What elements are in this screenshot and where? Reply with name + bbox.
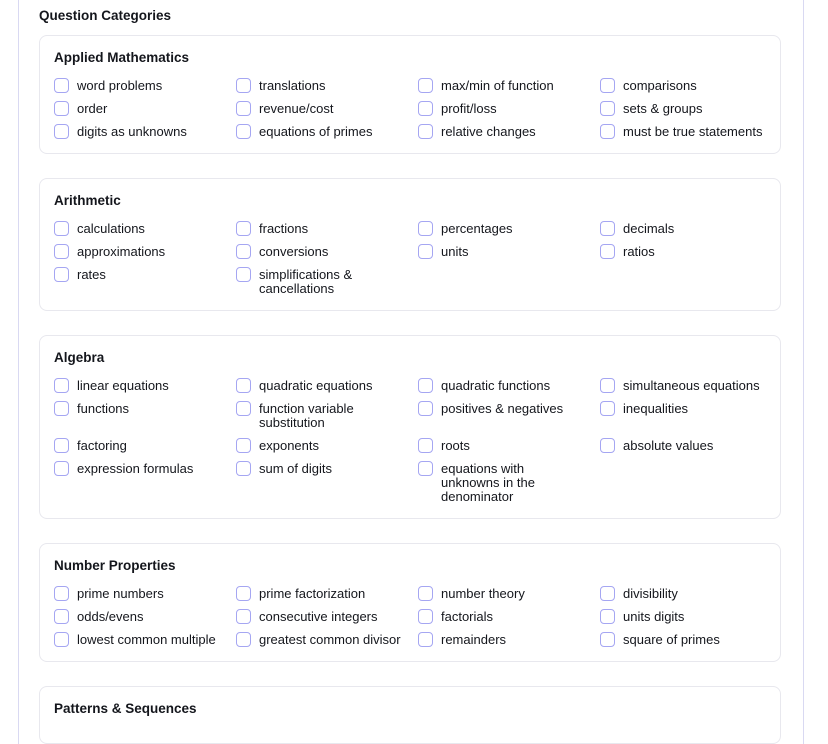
checkbox-label: simplifications & cancellations <box>259 267 353 296</box>
category-checkbox-item[interactable] <box>54 609 220 624</box>
checkbox[interactable] <box>600 221 615 236</box>
category-checkbox-item[interactable] <box>600 632 766 647</box>
checkbox[interactable] <box>600 78 615 93</box>
category-checkbox-item[interactable] <box>236 378 402 393</box>
category-checkbox-item[interactable] <box>54 401 220 416</box>
category-checkbox-item[interactable] <box>54 438 220 453</box>
section-title: Number Properties <box>54 558 176 573</box>
category-checkbox-item[interactable] <box>54 101 220 116</box>
checkbox-label: fractions <box>259 221 309 236</box>
category-checkbox-item[interactable] <box>54 632 220 647</box>
category-checkbox-item[interactable] <box>54 461 220 476</box>
checkbox[interactable] <box>54 267 69 282</box>
checkbox-label: equations of primes <box>259 124 373 139</box>
category-checkbox-item[interactable] <box>236 586 402 601</box>
checkbox-label: calculations <box>77 221 145 236</box>
checkbox-label: expression formulas <box>77 461 194 476</box>
section-title: Patterns & Sequences <box>54 701 197 716</box>
category-checkbox-item[interactable] <box>600 244 766 259</box>
category-checkbox-item[interactable] <box>418 609 584 624</box>
category-checkbox-item[interactable] <box>236 609 402 624</box>
section-title: Applied Mathematics <box>54 50 190 65</box>
checkbox-label: greatest common divisor <box>259 632 401 647</box>
checkbox-label: translations <box>259 78 326 93</box>
checkbox[interactable] <box>236 267 251 282</box>
category-checkbox-item[interactable] <box>600 438 766 453</box>
category-checkbox-item[interactable] <box>236 401 402 430</box>
checkbox-label: prime factorization <box>259 586 366 601</box>
checkbox[interactable] <box>600 401 615 416</box>
checkbox[interactable] <box>236 461 251 476</box>
checkbox[interactable] <box>236 124 251 139</box>
checkbox-label: number theory <box>441 586 525 601</box>
checkbox-label: prime numbers <box>77 586 164 601</box>
checkbox[interactable] <box>418 124 433 139</box>
page-title: Question Categories <box>39 8 172 23</box>
checkbox[interactable] <box>418 586 433 601</box>
checkbox[interactable] <box>54 124 69 139</box>
checkbox-label: percentages <box>441 221 513 236</box>
checkbox[interactable] <box>236 378 251 393</box>
category-section-card <box>39 686 781 744</box>
checkbox[interactable] <box>54 609 69 624</box>
category-checkbox-item[interactable] <box>418 101 584 116</box>
checkbox[interactable] <box>54 632 69 647</box>
checkbox-label: max/min of function <box>441 78 554 93</box>
checkbox-label: must be true statements <box>623 124 763 139</box>
checkbox-label: factoring <box>77 438 127 453</box>
category-checkbox-item[interactable] <box>236 221 402 236</box>
checkbox-label: square of primes <box>623 632 720 647</box>
checkbox-label: order <box>77 101 108 116</box>
category-checkbox-item[interactable] <box>418 401 584 416</box>
category-checkbox-item[interactable] <box>418 124 584 139</box>
checkbox-label: decimals <box>623 221 675 236</box>
category-checkbox-item[interactable] <box>236 78 402 93</box>
checkbox[interactable] <box>54 78 69 93</box>
category-checkbox-item[interactable] <box>418 438 584 453</box>
checkbox[interactable] <box>418 632 433 647</box>
checkbox[interactable] <box>54 438 69 453</box>
category-checkbox-item[interactable] <box>54 267 220 282</box>
category-checkbox-item[interactable] <box>600 609 766 624</box>
category-checkbox-item[interactable] <box>236 461 402 476</box>
category-checkbox-item[interactable] <box>418 221 584 236</box>
checkbox-label: simultaneous equations <box>623 378 760 393</box>
checkbox-label: conversions <box>259 244 329 259</box>
checkbox-label: revenue/cost <box>259 101 334 116</box>
section-items-grid <box>54 378 766 504</box>
category-checkbox-item[interactable] <box>236 124 402 139</box>
checkbox-label: ratios <box>623 244 655 259</box>
checkbox[interactable] <box>600 244 615 259</box>
category-checkbox-item[interactable] <box>418 632 584 647</box>
checkbox-label: function variable substitution <box>259 401 354 430</box>
checkbox[interactable] <box>600 101 615 116</box>
category-section-card <box>39 178 781 311</box>
checkbox[interactable] <box>236 632 251 647</box>
category-checkbox-item[interactable] <box>600 378 766 393</box>
category-checkbox-item[interactable] <box>418 586 584 601</box>
checkbox-label: sum of digits <box>259 461 332 476</box>
checkbox[interactable] <box>600 124 615 139</box>
checkbox[interactable] <box>418 221 433 236</box>
checkbox-label: inequalities <box>623 401 689 416</box>
checkbox[interactable] <box>54 221 69 236</box>
checkbox-label: factorials <box>441 609 494 624</box>
checkbox-label: units <box>441 244 469 259</box>
section-items-grid <box>54 221 766 296</box>
category-checkbox-item[interactable] <box>236 438 402 453</box>
category-checkbox-item[interactable] <box>236 632 402 647</box>
category-checkbox-item[interactable] <box>54 378 220 393</box>
category-checkbox-item[interactable] <box>236 101 402 116</box>
checkbox[interactable] <box>54 401 69 416</box>
category-checkbox-item[interactable] <box>418 461 584 504</box>
checkbox[interactable] <box>418 78 433 93</box>
category-checkbox-item[interactable] <box>236 244 402 259</box>
checkbox[interactable] <box>418 244 433 259</box>
checkbox-label: positives & negatives <box>441 401 564 416</box>
category-checkbox-item[interactable] <box>236 267 402 296</box>
checkbox[interactable] <box>54 586 69 601</box>
checkbox[interactable] <box>54 461 69 476</box>
checkbox[interactable] <box>418 438 433 453</box>
checkbox-label: comparisons <box>623 78 697 93</box>
checkbox[interactable] <box>600 609 615 624</box>
checkbox[interactable] <box>236 438 251 453</box>
checkbox-label: relative changes <box>441 124 536 139</box>
checkbox-label: consecutive integers <box>259 609 378 624</box>
checkbox[interactable] <box>236 78 251 93</box>
checkbox[interactable] <box>600 586 615 601</box>
checkbox[interactable] <box>236 244 251 259</box>
checkbox[interactable] <box>236 401 251 416</box>
checkbox[interactable] <box>236 101 251 116</box>
checkbox[interactable] <box>418 101 433 116</box>
category-section-card <box>39 35 781 154</box>
question-categories-panel <box>18 0 804 744</box>
checkbox[interactable] <box>418 401 433 416</box>
checkbox-label: sets & groups <box>623 101 703 116</box>
checkbox-label: quadratic equations <box>259 378 373 393</box>
checkbox[interactable] <box>54 244 69 259</box>
checkbox-label: digits as unknowns <box>77 124 187 139</box>
checkbox-label: lowest common multiple <box>77 632 216 647</box>
category-section-card <box>39 543 781 662</box>
checkbox-label: divisibility <box>623 586 678 601</box>
checkbox-label: approximations <box>77 244 166 259</box>
checkbox[interactable] <box>600 438 615 453</box>
checkbox-label: functions <box>77 401 130 416</box>
checkbox-label: absolute values <box>623 438 714 453</box>
category-checkbox-item[interactable] <box>54 124 220 139</box>
category-checkbox-item[interactable] <box>54 586 220 601</box>
checkbox-label: roots <box>441 438 470 453</box>
checkbox[interactable] <box>54 101 69 116</box>
category-checkbox-item[interactable] <box>418 78 584 93</box>
category-section-card <box>39 335 781 519</box>
checkbox[interactable] <box>418 378 433 393</box>
checkbox-label: profit/loss <box>441 101 497 116</box>
category-checkbox-item[interactable] <box>600 401 766 416</box>
category-checkbox-item[interactable] <box>600 78 766 93</box>
checkbox-label: rates <box>77 267 106 282</box>
section-items-grid <box>54 586 766 647</box>
checkbox-label: remainders <box>441 632 507 647</box>
category-checkbox-item[interactable] <box>54 244 220 259</box>
checkbox-label: word problems <box>77 78 163 93</box>
sections-container <box>39 35 781 744</box>
checkbox-label: quadratic functions <box>441 378 551 393</box>
checkbox[interactable] <box>418 461 433 476</box>
checkbox[interactable] <box>236 586 251 601</box>
checkbox[interactable] <box>418 609 433 624</box>
category-checkbox-item[interactable] <box>600 124 766 139</box>
category-checkbox-item[interactable] <box>54 221 220 236</box>
checkbox-label: units digits <box>623 609 685 624</box>
checkbox[interactable] <box>54 378 69 393</box>
checkbox[interactable] <box>236 221 251 236</box>
category-checkbox-item[interactable] <box>418 378 584 393</box>
section-items-grid <box>54 78 766 139</box>
category-checkbox-item[interactable] <box>600 221 766 236</box>
section-title: Algebra <box>54 350 105 365</box>
category-checkbox-item[interactable] <box>54 78 220 93</box>
category-checkbox-item[interactable] <box>418 244 584 259</box>
checkbox-label: exponents <box>259 438 319 453</box>
checkbox-label: odds/evens <box>77 609 144 624</box>
checkbox[interactable] <box>600 632 615 647</box>
category-checkbox-item[interactable] <box>600 586 766 601</box>
category-checkbox-item[interactable] <box>600 101 766 116</box>
checkbox-label: equations with unknowns in the denominator <box>441 461 535 504</box>
section-title: Arithmetic <box>54 193 121 208</box>
checkbox-label: linear equations <box>77 378 169 393</box>
checkbox[interactable] <box>600 378 615 393</box>
checkbox[interactable] <box>236 609 251 624</box>
